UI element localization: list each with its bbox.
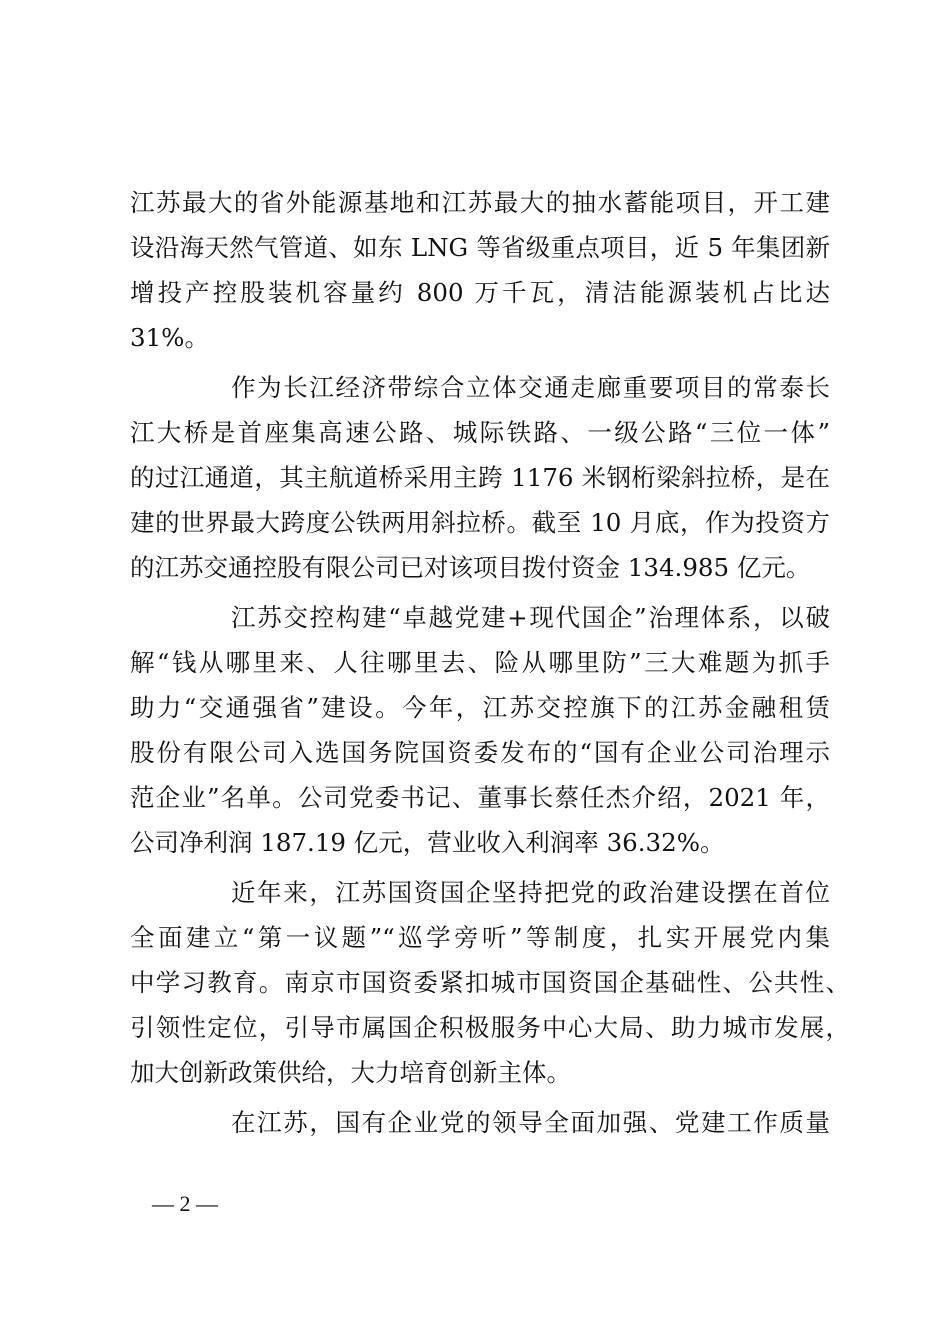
text-line: 范企业”名单。公司党委书记、董事长蔡任杰介绍，2021 年，	[130, 783, 830, 812]
text-line: 全面建立“第一议题”“巡学旁听”等制度，扎实开展党内集	[130, 923, 830, 952]
page-number: — 2 —	[152, 1191, 218, 1216]
text-line: 近年来，江苏国资国企坚持把党的政治建设摆在首位	[231, 878, 830, 907]
text-line: 助力“交通强省”建设。今年，江苏交控旗下的江苏金融租赁	[130, 693, 830, 722]
text-line: 作为长江经济带综合立体交通走廊重要项目的常泰长	[231, 373, 830, 402]
text-line: 江苏最大的省外能源基地和江苏最大的抽水蓄能项目，开工建	[130, 188, 830, 217]
text-line: 31%。	[130, 323, 209, 352]
text-line: 设沿海天然气管道、如东 LNG 等省级重点项目，近 5 年集团新	[130, 233, 830, 262]
text-line: 公司净利润 187.19 亿元，营业收入利润率 36.32%。	[130, 828, 725, 857]
text-line: 在江苏，国有企业党的领导全面加强、党建工作质量	[231, 1108, 830, 1137]
text-line: 的过江通道，其主航道桥采用主跨 1176 米钢桁梁斜拉桥，是在	[130, 463, 830, 492]
text-line: 加大创新政策供给，大力培育创新主体。	[130, 1058, 571, 1087]
text-line: 引领性定位，引导市属国企积极服务中心大局、助力城市发展，	[130, 1013, 850, 1042]
text-line: 增投产控股装机容量约 800 万千瓦，清洁能源装机占比达	[130, 278, 830, 307]
text-line: 的江苏交通控股有限公司已对该项目拨付资金 134.985 亿元。	[130, 553, 811, 582]
text-line: 股份有限公司入选国务院国资委发布的“国有企业公司治理示	[130, 738, 830, 767]
text-line: 建的世界最大跨度公铁两用斜拉桥。截至 10 月底，作为投资方	[130, 508, 830, 537]
text-line: 江苏交控构建“卓越党建+现代国企”治理体系，以破	[231, 603, 830, 632]
text-line: 江大桥是首座集高速公路、城际铁路、一级公路“三位一体”	[130, 418, 830, 447]
text-line: 解“钱从哪里来、人往哪里去、险从哪里防”三大难题为抓手	[130, 648, 830, 677]
text-line: 中学习教育。南京市国资委紧扣城市国资国企基础性、公共性、	[130, 968, 850, 997]
